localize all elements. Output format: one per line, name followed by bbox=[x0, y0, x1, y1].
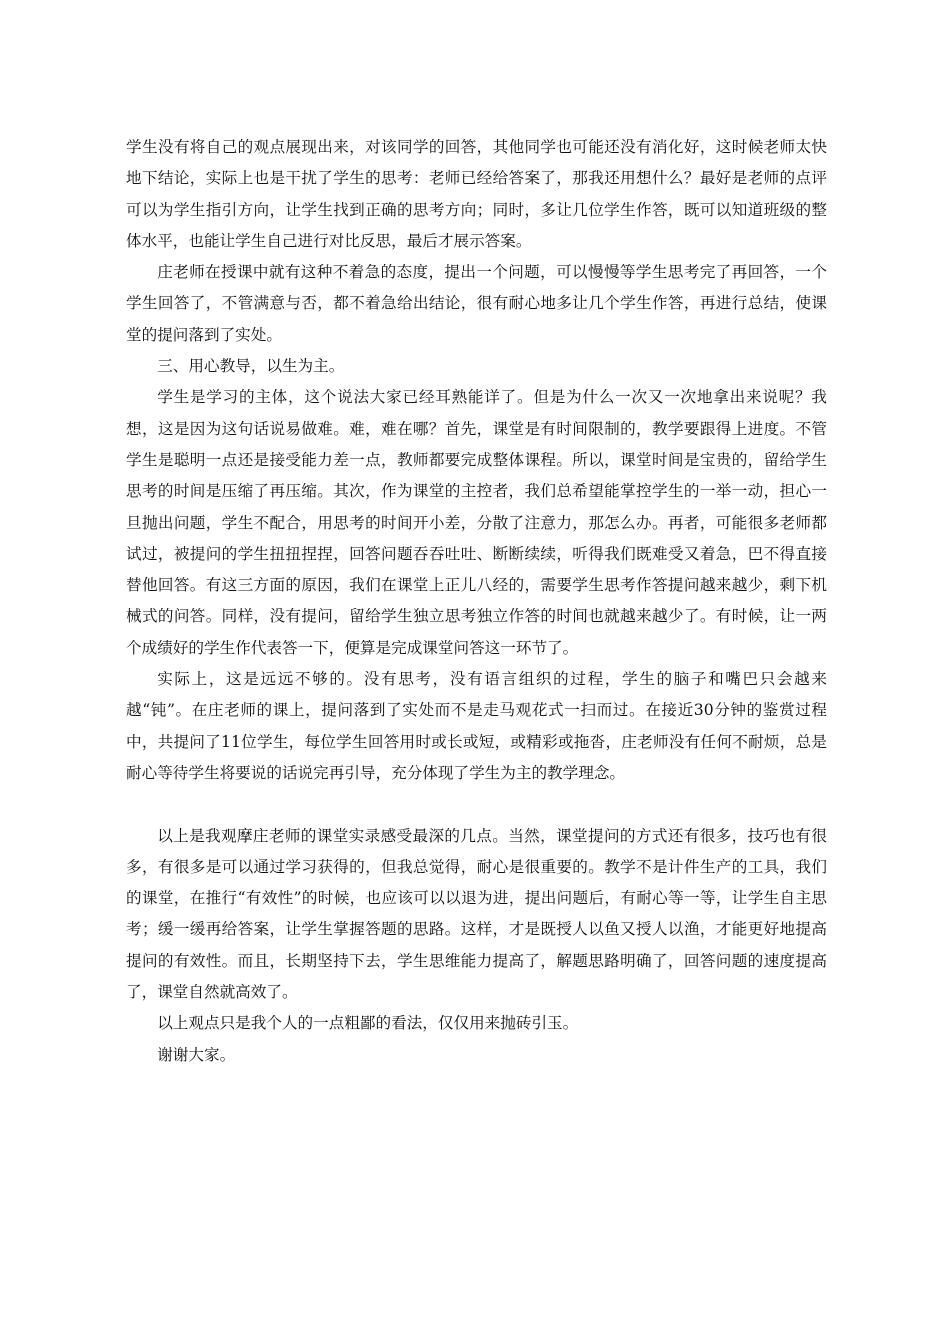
document-body bbox=[126, 132, 827, 1071]
paragraph-thanks: 谢谢大家。 bbox=[157, 1045, 236, 1064]
paragraph-continued: 学生没有将自己的观点展现出来，对该同学的回答，其他同学也可能还没有消化好，这时候老师太快地下结论，实际上也是干扰了学生的思考：老师已经给答案了，那我还用想什么？最好是老师的点评可以为学生指引方向，让学生找到正确的思考方向；同时，多让几位学生作答，既可以知道班级的整体水平，也能让学生自己进行对比反思，最后才展示答案。 bbox=[126, 138, 827, 250]
paragraph-student-centered: 学生是学习的主体，这个说法大家已经耳熟能详了。但是为什么一次又一次地拿出来说呢？我想，这是因为这句话说易做难。难，难在哪？首先，课堂是有时间限制的，教学要跟得上进度。不管学生是聪明一点还是接受能力差一点，教师都要完成整体课程。所以，课堂时间是宝贵的，留给学生思考的时间是压缩了再压缩。其次，作为课堂的主控者，我们总希望能掌控学生的一举一动，担心一旦抛出问题，学生不配合，用思考的时间开小差，分散了注意力，那怎么办。再者，可能很多老师都试过，被提问的学生扭扭捏捏，回答问题吞吞吐吐、断断续续，听得我们既难受又着急，巴不得直接替他回答。有这三方面的原因，我们在课堂上正儿八经的，需要学生思考作答提问越来越少，剩下机械式的问答。同样，没有提问，留给学生独立思考独立作答的时间也就越来越少了。有时候，让一两个成绩好的学生作代表答一下，便算是完成课堂问答这一环节了。 bbox=[126, 388, 827, 657]
paragraph-humble-opinion: 以上观点只是我个人的一点粗鄙的看法，仅仅用来抛砖引玉。 bbox=[157, 1014, 579, 1033]
paragraph-spacer bbox=[126, 789, 827, 820]
paragraph-in-fact: 实际上，这是远远不够的。没有思考，没有语言组织的过程，学生的脑子和嘴巴只会越来越“钝”。在庄老师的课上，提问落到了实处而不是走马观花式一扫而过。在接近30分钟的鉴赏过程中，共提问了11位学生，每位学生回答用时或长或短，或精彩或拖沓，庄老师没有任何不耐烦，总是耐心等待学生将要说的话说完再引导，充分体现了学生为主的教学理念。 bbox=[126, 670, 827, 782]
paragraph-patience: 庄老师在授课中就有这种不着急的态度，提出一个问题，可以慢慢等学生思考完了再回答，一个学生回答了，不管满意与否，都不着急给出结论，很有耐心地多让几个学生作答，再进行总结，使课堂的提问落到了实处。 bbox=[126, 263, 827, 344]
section-heading-three: 三、用心教导，以生为主。 bbox=[157, 357, 345, 376]
paragraph-summary: 以上是我观摩庄老师的课堂实录感受最深的几点。当然，课堂提问的方式还有很多，技巧也有很多，有很多是可以通过学习获得的，但我总觉得，耐心是很重要的。教学不是计件生产的工具，我们的课堂，在推行“有效性”的时候，也应该可以以退为进，提出问题后，有耐心等一等，让学生自主思考；缓一缓再给答案，让学生掌握答题的思路。这样，才是既授人以鱼又授人以渔，才能更好地提高提问的有效性。而且，长期坚持下去，学生思维能力提高了，解题思路明确了，回答问题的速度提高了，课堂自然就高效了。 bbox=[126, 826, 827, 1002]
